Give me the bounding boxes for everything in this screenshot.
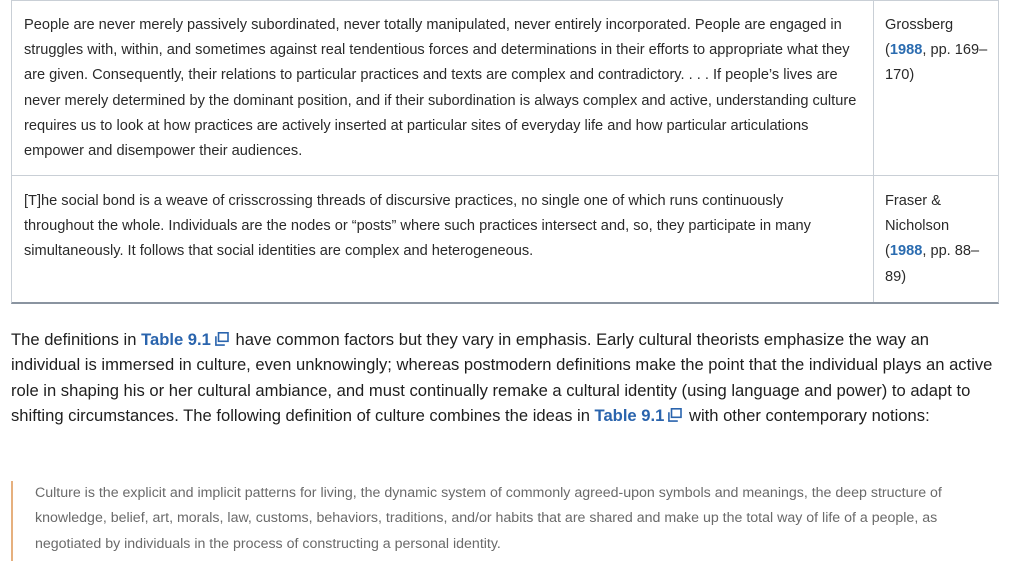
source-pages: , pp. 88–89) [885,243,980,285]
citation-year-link[interactable]: 1988 [889,243,923,260]
paragraph-text: The definitions in [11,330,142,349]
source-open-paren: ( [885,42,890,59]
citation-year-link[interactable]: 1988 [889,42,923,59]
culture-definition-blockquote: Culture is the explicit and implicit patterns for living, the dynamic system of commonly agreed-upon symbols and meanings, the deep structure of knowledge, belief, art, morals, law, customs, behaviors, traditions, and/or habits that are shared and make up the total way of life of a people, as negotiated by individuals in the process of constructing a personal identity. [11,481,1001,561]
paragraph-text: with other contemporary notions: [684,406,930,426]
source-author: Fraser & Nicholson [885,193,950,235]
copy-window-icon[interactable] [215,328,229,342]
source-pages: , pp. 169–170) [885,42,988,84]
source-open-paren: ( [885,243,890,260]
body-paragraph [11,327,1001,429]
quote-cell: [T]he social bond is a weave of crisscrossing threads of discursive practices, no single one of which runs continuously throughout the whole. Individuals are the nodes or “posts” where such practices intersect and, so, they participate in many simultaneously. It follows that social identities are complex and heterogeneous. [12,176,874,302]
copy-window-icon[interactable] [668,404,682,418]
source-author: Grossberg [885,17,954,33]
source-cell [874,1,998,175]
paragraph-text: have common factors but they vary in emphasis. Early cultural theorists emphasize the way an individual is immersed in culture, even unknowingly; whereas postmodern definitions make the point that the individual plays an active role in shaping his or her cultural ambiance, and must continually remake a cultural identity (using language and power) to adapt to shifting circumstances. The following definition of culture combines the ideas in [11,330,993,426]
table-row [12,175,998,302]
source-cell [874,176,998,302]
table-row [12,0,998,175]
table-reference-link[interactable]: Table 9.1 [594,406,665,426]
table-reference-link[interactable]: Table 9.1 [141,330,211,349]
definitions-table [11,0,999,304]
quote-cell: People are never merely passively subordinated, never totally manipulated, never entirely incorporated. People are engaged in struggles with, within, and sometimes against real tendentious forces and determinations in their efforts to appropriate what they are given. Consequently, their relations to particular practices and texts are complex and contradictory. . . . If people’s lives are never merely determined by the dominant position, and if their subordination is always complex and active, understanding culture requires us to look at how practices are actively inserted at particular sites of everyday life and how particular articulations empower and disempower their audiences. [12,1,874,175]
